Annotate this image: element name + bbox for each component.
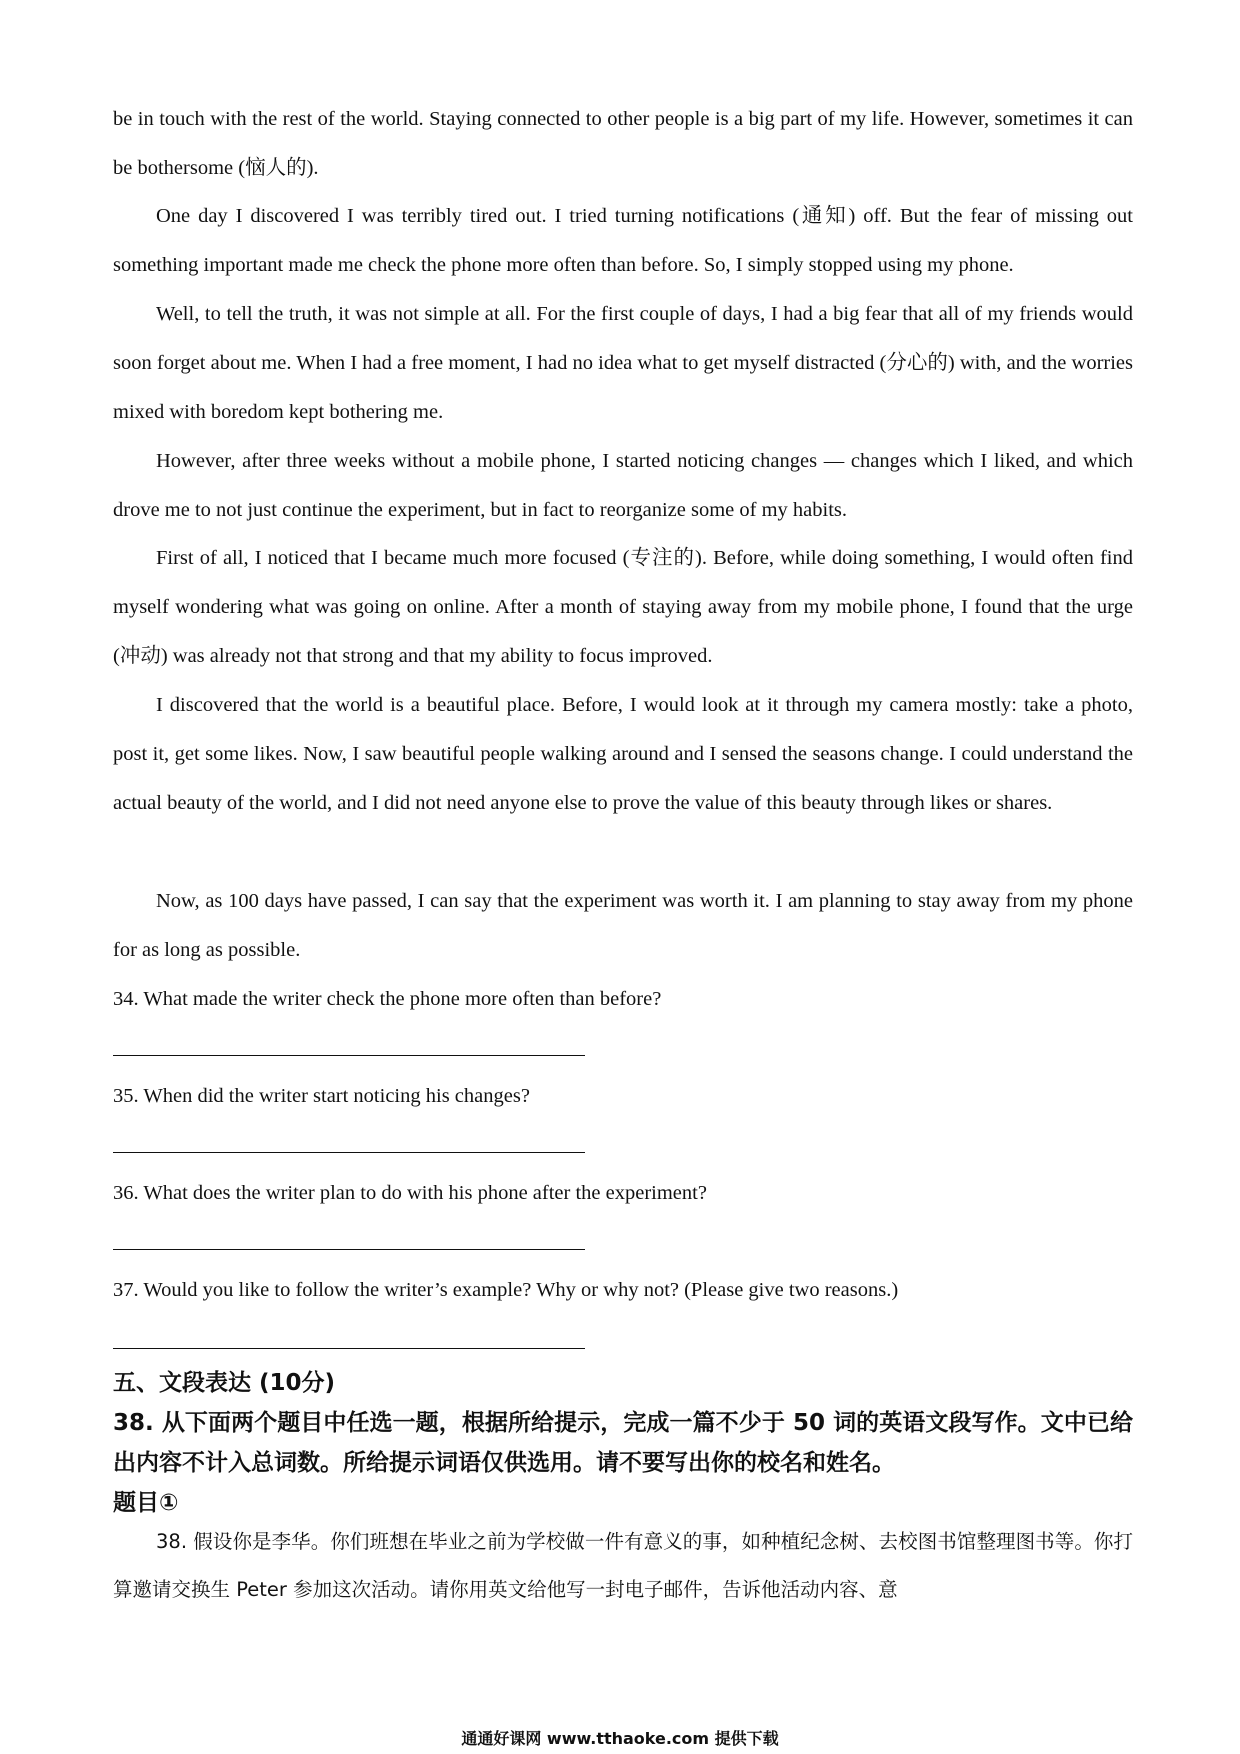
question-35: 35. When did the writer start noticing his changes? (113, 1085, 530, 1107)
writing-task-text: 38. 假设你是李华。你们班想在毕业之前为学校做一件有意义的事，如种植纪念树、去校图书馆整理图书等。你打算邀请交换生 Peter 参加这次活动。请你用英文给他写一封电子邮件，告诉他活动内容、意 (113, 1530, 1133, 1601)
writing-instruction: 38. 从下面两个题目中任选一题，根据所给提示，完成一篇不少于 50 词的英语文段写作。文中已给出内容不计入总词数。所给提示词语仅供选用。请不要写出你的校名和姓名。 (113, 1410, 1133, 1476)
answer-line-36[interactable] (113, 1249, 585, 1250)
answer-line-37[interactable] (113, 1348, 585, 1349)
passage-paragraph-6: I discovered that the world is a beautiful place. Before, I would look at it through my camera mostly: take a photo, post it, get some likes. Now, I saw beautiful people walking around and I sensed the seasons change. I could understand the actual beauty of the world, and I did not need anyone else to prove the value of this beauty through likes or shares. (113, 694, 1133, 814)
passage-paragraph-3: Well, to tell the truth, it was not simple at all. For the first couple of days, I had a big fear that all of my friends would soon forget about me. When I had a free moment, I had no idea what to get myself distracted (分心的) with, and the worries mixed with boredom kept bothering me. (113, 303, 1133, 423)
passage-paragraph-2: One day I discovered I was terribly tired out. I tried turning notifications (通知) off. But the fear of missing out something important made me check the phone more often than before. So, I simply stopped using my phone. (113, 205, 1133, 276)
passage-paragraph-7: Now, as 100 days have passed, I can say that the experiment was worth it. I am planning to stay away from my phone for as long as possible. (113, 890, 1133, 961)
question-36: 36. What does the writer plan to do with his phone after the experiment? (113, 1182, 707, 1204)
option-label: 题目① (113, 1490, 179, 1516)
passage-paragraph-5: First of all, I noticed that I became much more focused (专注的). Before, while doing something, I would often find myself wondering what was going on online. After a month of staying away from my mobile phone, I found that the urge (冲动) was already not that strong and that my ability to focus improved. (113, 547, 1133, 667)
question-37: 37. Would you like to follow the writer’s example? Why or why not? (Please give two reasons.) (113, 1279, 899, 1301)
question-34: 34. What made the writer check the phone more often than before? (113, 988, 662, 1010)
section-title: 五、文段表达 (10分) (113, 1370, 336, 1396)
answer-line-35[interactable] (113, 1152, 585, 1153)
passage-paragraph-4: However, after three weeks without a mobile phone, I started noticing changes — changes which I liked, and which drove me to not just continue the experiment, but in fact to reorganize some of my habits. (113, 450, 1133, 521)
page-footer: 通通好课网 www.tthaoke.com 提供下载 (461, 1729, 779, 1748)
answer-line-34[interactable] (113, 1055, 585, 1056)
passage-paragraph-1: be in touch with the rest of the world. Staying connected to other people is a big part of my life. However, sometimes it can be bothersome (恼人的). (113, 108, 1133, 179)
